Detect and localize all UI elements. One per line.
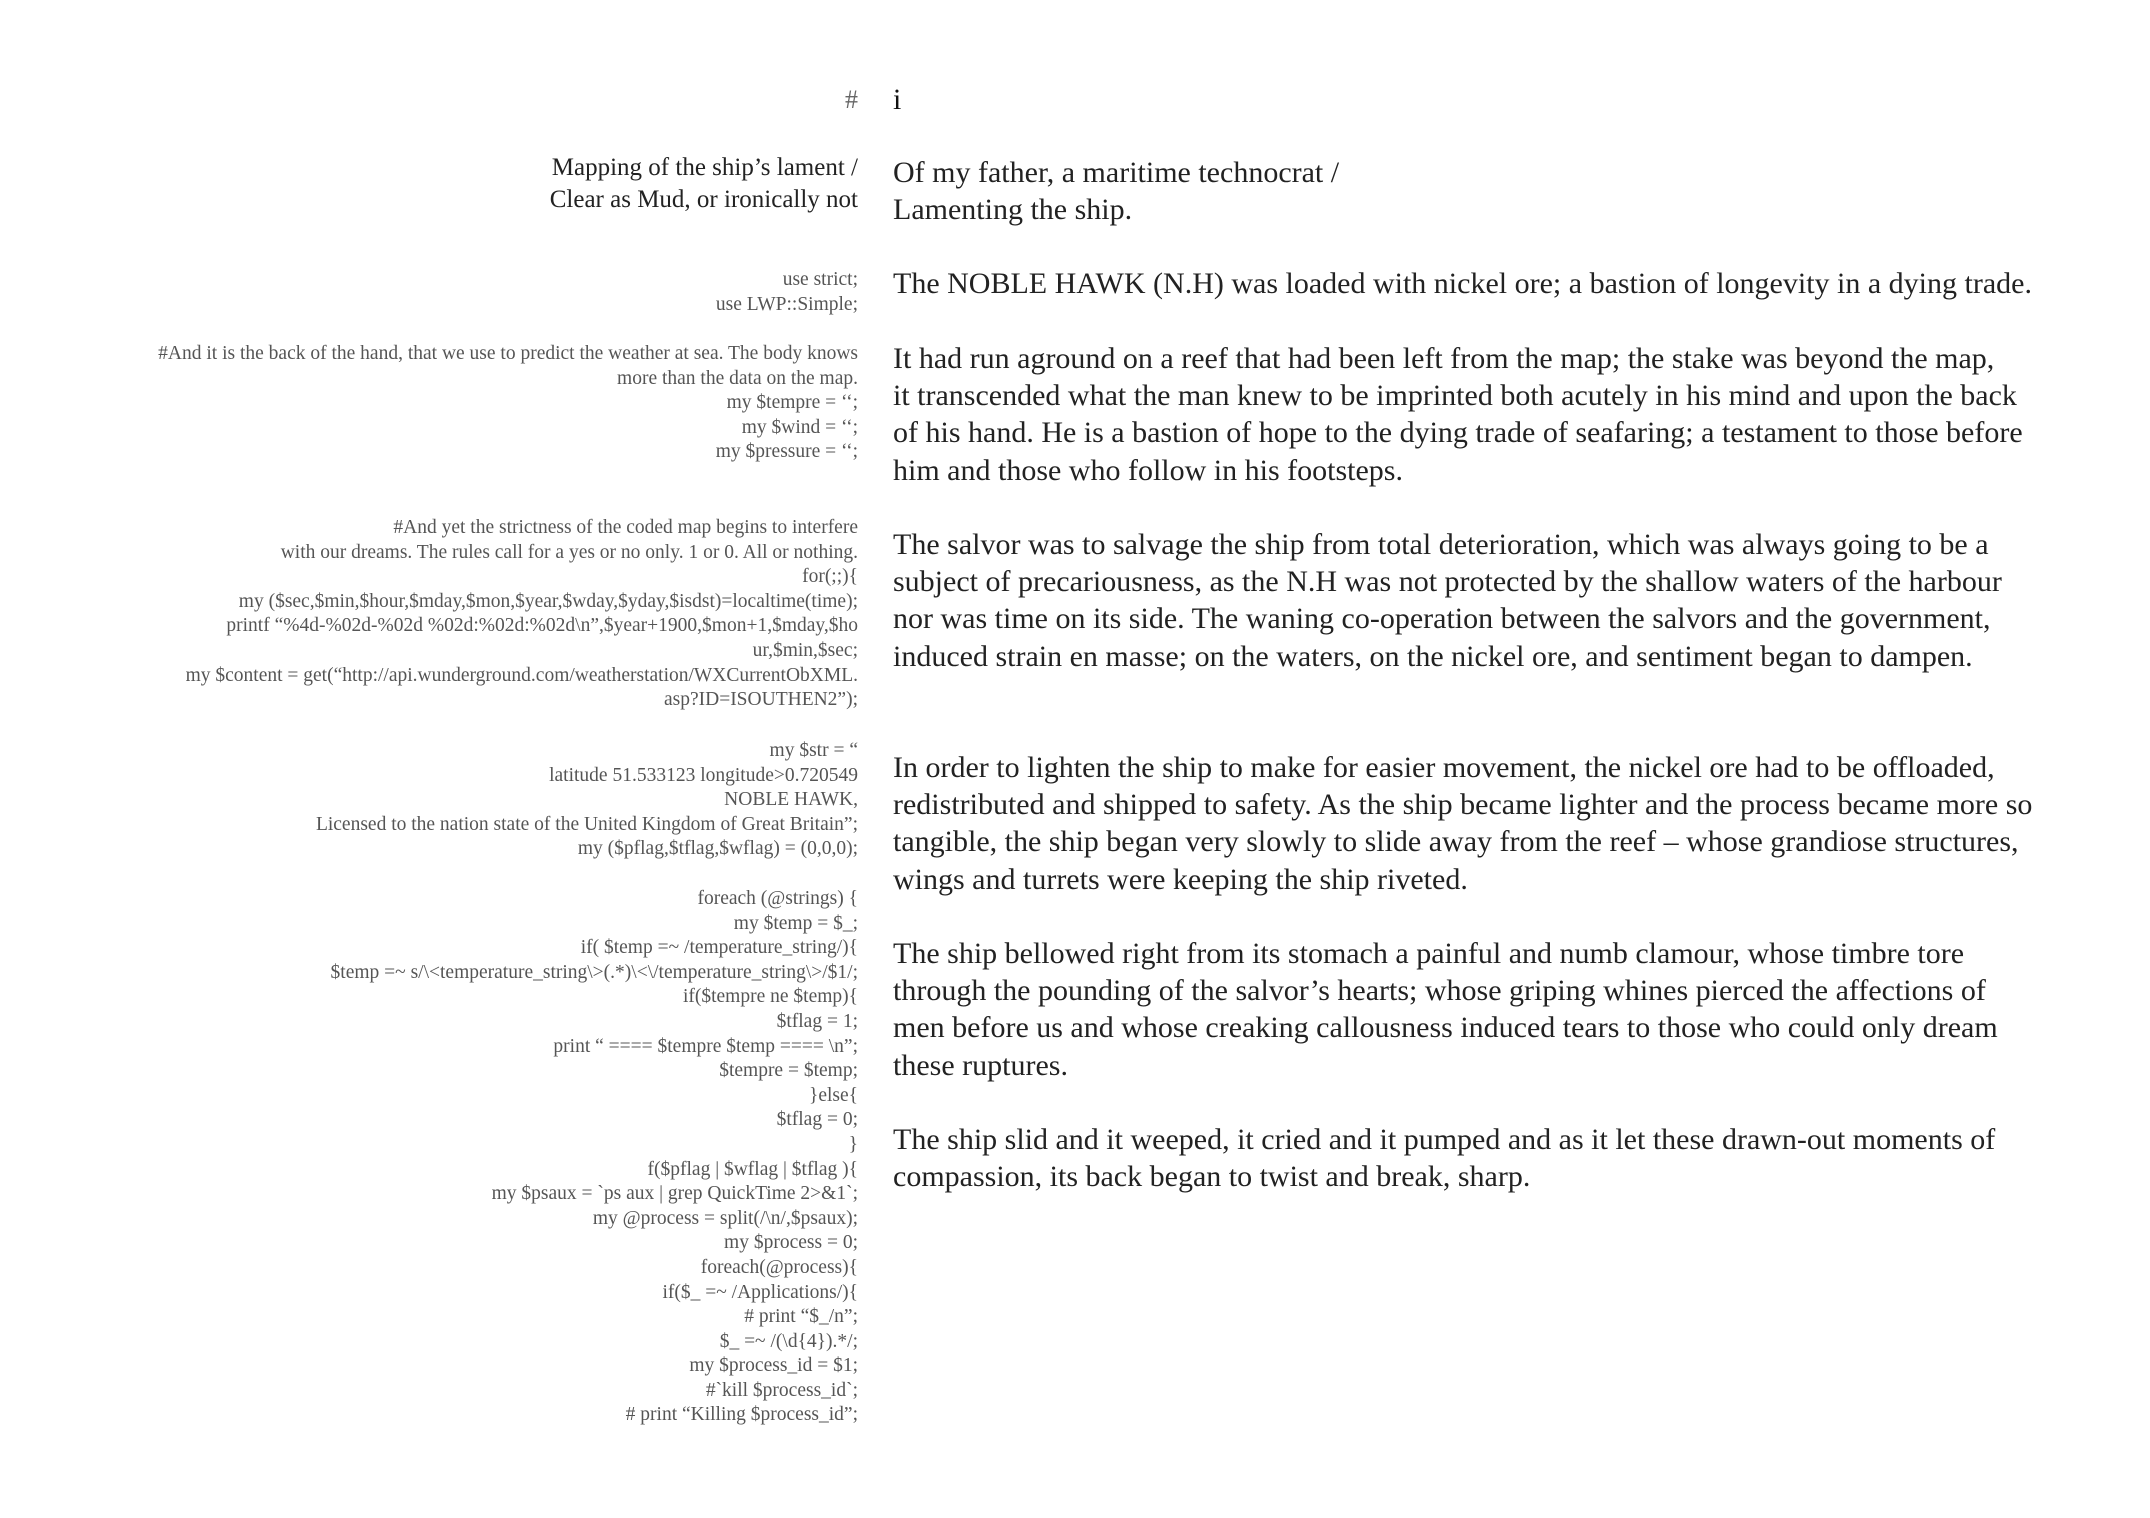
code-line: my $process_id = $1; bbox=[689, 1355, 858, 1377]
code-line: my $str = “ bbox=[769, 740, 858, 761]
paragraph bbox=[893, 935, 2123, 1084]
left-title bbox=[0, 152, 858, 216]
paragraph-line: compassion, its back began to twist and break, sharp. bbox=[893, 1160, 1531, 1194]
code-line: $tflag = 1; bbox=[776, 1010, 858, 1032]
code-line: asp?ID=ISOUTHEN2”); bbox=[663, 689, 858, 711]
paragraph-line: The ship bellowed right from its stomach a painful and numb clamour, whose timbre tore bbox=[893, 937, 1965, 970]
code-line: foreach(@process){ bbox=[700, 1256, 858, 1278]
paragraph bbox=[893, 1121, 2123, 1195]
code-line: if( $temp =~ /temperature_string/){ bbox=[580, 937, 858, 959]
code-line: my $tempre = ‘‘; bbox=[726, 392, 858, 414]
code-comment: with our dreams. The rules call for a yes or no only. 1 or 0. All or nothing. bbox=[280, 541, 858, 563]
paragraph-line: In order to lighten the ship to make for easier movement, the nickel ore had to be offloaded, bbox=[893, 751, 1995, 784]
code-line: #`kill $process_id`; bbox=[705, 1379, 858, 1401]
code-comment: #And it is the back of the hand, that we use to predict the weather at sea. The body knows bbox=[158, 343, 858, 364]
code-line: $tempre = $temp; bbox=[719, 1060, 858, 1082]
code-line: use strict; bbox=[782, 269, 858, 290]
code-line: for(;;){ bbox=[802, 566, 858, 588]
paragraph-line: tangible, the ship began very slowly to slide away from the reef – whose grandiose structures, bbox=[893, 825, 2019, 859]
code-line: f($pflag | $wflag | $tflag ){ bbox=[647, 1158, 858, 1180]
code-comment: more than the data on the map. bbox=[617, 367, 858, 389]
paragraph-line: nor was time on its side. The waning co-operation between the salvors and the government, bbox=[893, 602, 1991, 636]
code-line: $temp =~ s/\<temperature_string\>(.*)\<\/temperature_string\>/$1/; bbox=[330, 961, 858, 983]
code-line: if($_ =~ /Applications/){ bbox=[662, 1281, 858, 1303]
code-line: printf “%4d-%02d-%02d %02d:%02d:%02d\n”,$year+1900,$mon+1,$mday,$ho bbox=[226, 615, 858, 637]
code-line: # print “$_/n”; bbox=[744, 1306, 858, 1328]
code-line: my $process = 0; bbox=[724, 1232, 858, 1254]
code-line: my $content = get(“http://api.wunderground.com/weatherstation/WXCurrentObXML. bbox=[185, 664, 858, 686]
code-line: Licensed to the nation state of the United Kingdom of Great Britain”; bbox=[315, 813, 858, 835]
left-title-line: Mapping of the ship’s lament / bbox=[551, 154, 858, 181]
right-title-line: Of my father, a maritime technocrat / bbox=[893, 156, 1340, 189]
code-line: if($tempre ne $temp){ bbox=[682, 986, 858, 1008]
code-block bbox=[0, 342, 858, 465]
paragraph-line: The ship slid and it weeped, it cried and it pumped and as it let these drawn-out moments of bbox=[893, 1123, 1996, 1156]
paragraph-line: The NOBLE HAWK (N.H) was loaded with nickel ore; a bastion of longevity in a dying trade. bbox=[893, 267, 2032, 300]
paragraph bbox=[893, 340, 2123, 489]
code-line: $_ =~ /(\d{4}).*/; bbox=[719, 1330, 858, 1352]
paragraph-line: wings and turrets were keeping the ship riveted. bbox=[893, 862, 1468, 896]
code-line: } bbox=[848, 1133, 858, 1155]
code-block bbox=[0, 887, 858, 1428]
code-block bbox=[0, 268, 858, 317]
code-comment: #And yet the strictness of the coded map begins to interfere bbox=[393, 517, 858, 538]
paragraph-line: of his hand. He is a bastion of hope to the dying trade of seafaring; a testament to those before bbox=[893, 416, 2023, 450]
code-line: foreach (@strings) { bbox=[697, 888, 858, 909]
paragraph-line: redistributed and shipped to safety. As the ship became lighter and the process became more so bbox=[893, 788, 2033, 822]
paragraph-line: It had run aground on a reef that had been left from the map; the stake was beyond the map, bbox=[893, 342, 1995, 375]
code-line: # print “Killing $process_id”; bbox=[625, 1404, 858, 1426]
code-line: latitude 51.533123 longitude>0.720549 bbox=[549, 764, 858, 786]
paragraph-line: men before us and whose creaking callousness induced tears to those who could only dream bbox=[893, 1011, 1998, 1045]
right-title-line: Lamenting the ship. bbox=[893, 193, 1133, 227]
code-line: my $wind = ‘‘; bbox=[741, 416, 858, 438]
code-line: my ($pflag,$tflag,$wflag) = (0,0,0); bbox=[577, 838, 858, 860]
code-block bbox=[0, 516, 858, 713]
section-numeral: i bbox=[893, 83, 902, 116]
paragraph-line: it transcended what the man knew to be imprinted both acutely in his mind and upon the back bbox=[893, 379, 2017, 413]
code-line: my $psaux = `ps aux | grep QuickTime 2>&1`; bbox=[491, 1183, 858, 1205]
paragraph bbox=[893, 749, 2123, 898]
code-line: my ($sec,$min,$hour,$mday,$mon,$year,$wday,$yday,$isdst)=localtime(time); bbox=[238, 590, 858, 612]
code-line: my $pressure = ‘‘; bbox=[715, 441, 858, 463]
code-line: ur,$min,$sec; bbox=[752, 639, 858, 661]
code-line: NOBLE HAWK, bbox=[724, 789, 858, 811]
hash-marker: # bbox=[845, 85, 858, 114]
paragraph-line: induced strain en masse; on the waters, on the nickel ore, and sentiment began to dampen. bbox=[893, 639, 1973, 673]
paragraph-line: through the pounding of the salvor’s hearts; whose griping whines pierced the affections of bbox=[893, 974, 1986, 1008]
paragraph-line: him and those who follow in his footsteps. bbox=[893, 453, 1403, 487]
left-title-line: Clear as Mud, or ironically not bbox=[549, 186, 858, 213]
paragraph bbox=[893, 265, 2123, 302]
paragraph-line: subject of precariousness, as the N.H was not protected by the shallow waters of the harbour bbox=[893, 565, 2002, 599]
code-line: $tflag = 0; bbox=[776, 1109, 858, 1131]
right-title bbox=[893, 154, 2123, 228]
code-line: use LWP::Simple; bbox=[715, 293, 858, 315]
code-line: my @process = split(/\n/,$psaux); bbox=[592, 1207, 858, 1229]
paragraph bbox=[893, 526, 2123, 675]
code-block bbox=[0, 739, 858, 862]
code-line: print “ ==== $tempre $temp ==== \n”; bbox=[553, 1035, 858, 1057]
code-line: }else{ bbox=[808, 1084, 858, 1106]
paragraph-line: these ruptures. bbox=[893, 1048, 1068, 1082]
code-line: my $temp = $_; bbox=[733, 912, 858, 934]
paragraph-line: The salvor was to salvage the ship from total deterioration, which was always going to be a bbox=[893, 528, 1989, 561]
